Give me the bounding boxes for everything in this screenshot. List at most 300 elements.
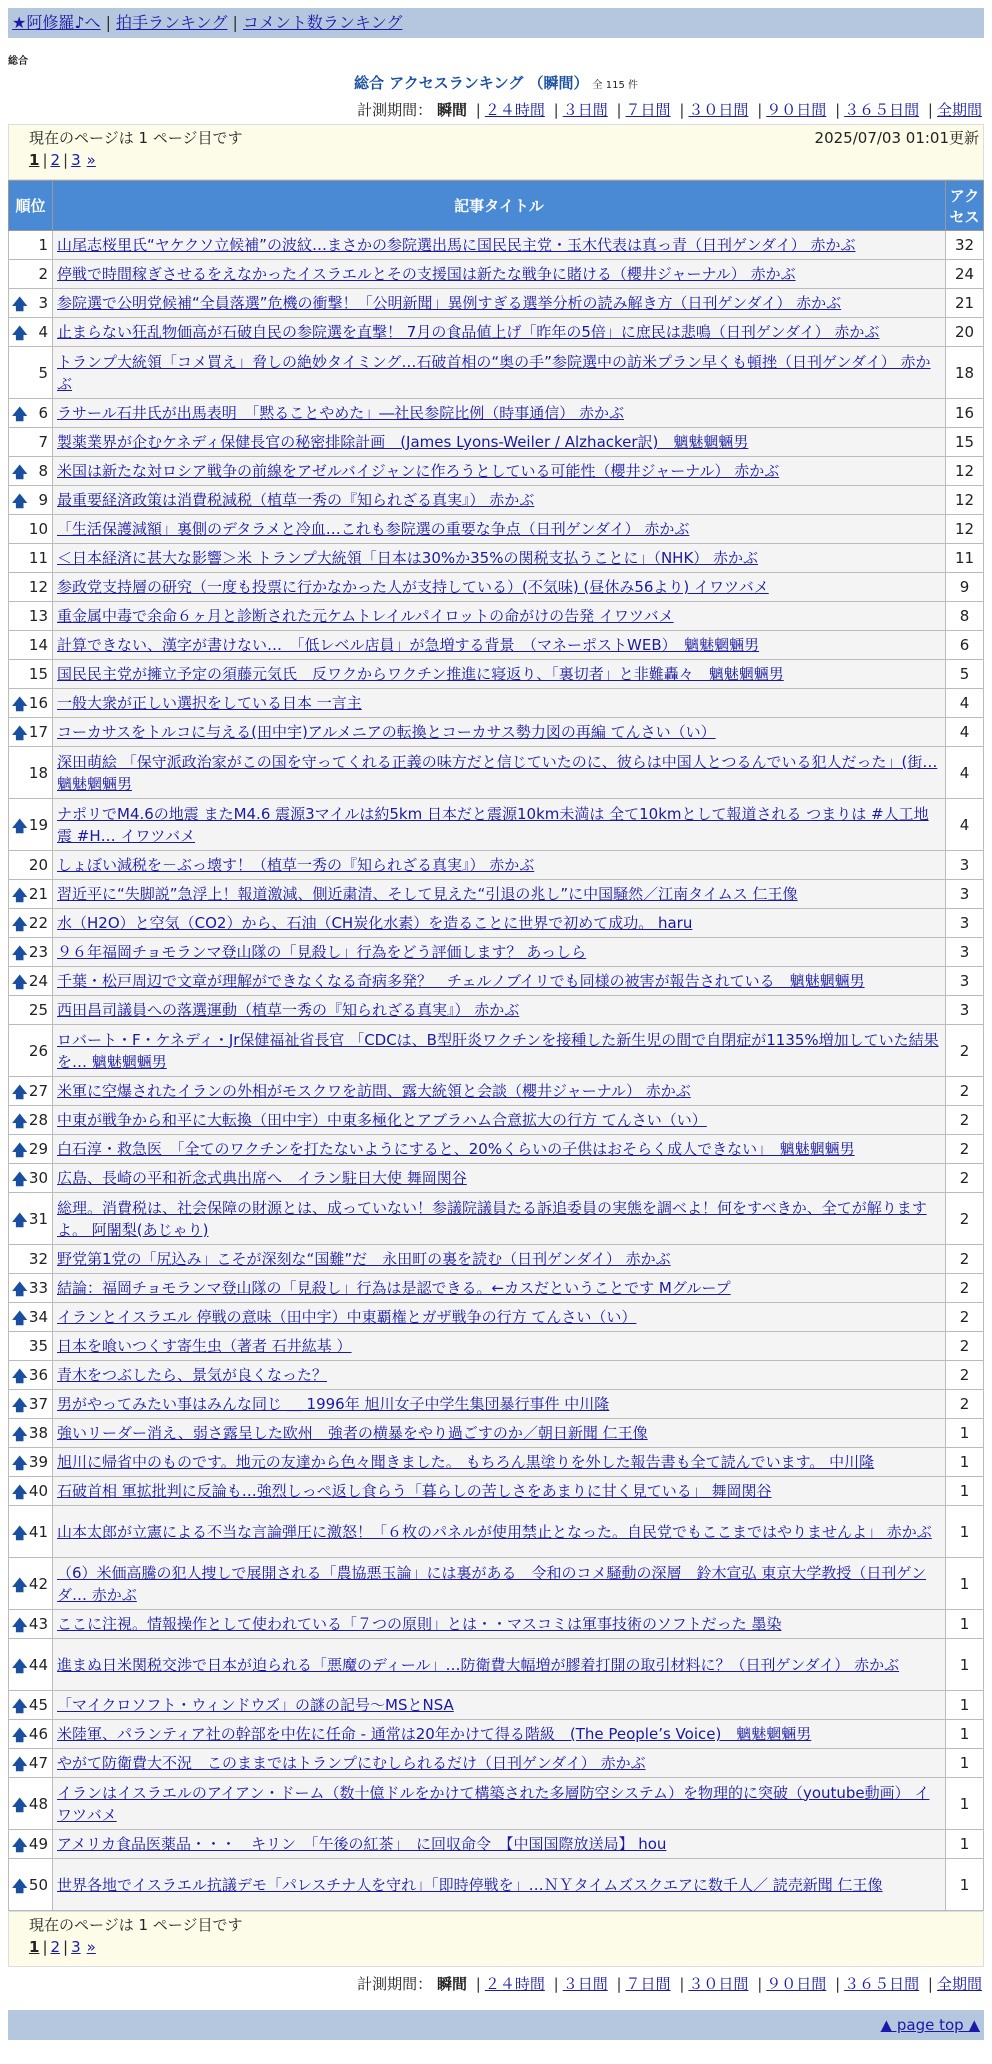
article-link[interactable]: やがて防衛費大不況 このままではトランプにむしられるだけ（日刊ゲンダイ） 赤かぶ bbox=[57, 1754, 646, 1772]
article-link[interactable]: 米国は新たな対ロシア戦争の前線をアゼルバイジャンに作ろうとしている可能性（櫻井ジャーナル） 赤かぶ bbox=[57, 462, 780, 480]
access-count: 1 bbox=[946, 1749, 984, 1778]
rank-number: 24 bbox=[28, 972, 48, 990]
table-row bbox=[9, 1245, 984, 1274]
article-link[interactable]: 米軍に空爆されたイランの外相がモスクワを訪問、露大統領と会談（櫻井ジャーナル） 赤かぶ bbox=[57, 1082, 691, 1100]
rank-up-arrow-icon: 🡅 bbox=[12, 695, 28, 713]
rank-up-arrow-icon: 🡅 bbox=[12, 1523, 28, 1542]
access-count: 1 bbox=[946, 1506, 984, 1558]
rank-cell bbox=[9, 1778, 53, 1830]
rank-number: 4 bbox=[38, 323, 48, 341]
period-selector-bottom: 計測期間： 瞬間 | ２４時間 | ３日間 | ７日間 | ３０日間 | ９０日間 | ３６５日間 | 全期間 bbox=[357, 1975, 982, 1993]
table-row bbox=[9, 318, 984, 347]
rank-up-arrow-icon: 🡅 bbox=[12, 1755, 28, 1773]
article-link[interactable]: 習近平に“失脚説”急浮上！報道激減、側近粛清、そして見えた“引退の兆し”に中国騒然／江南タイムス 仁王像 bbox=[57, 885, 798, 903]
rank-up-arrow-icon: 🡅 bbox=[12, 1454, 28, 1472]
access-count: 2 bbox=[946, 1332, 984, 1361]
access-count: 1 bbox=[946, 1448, 984, 1477]
home-link[interactable]: ★阿修羅♪へ bbox=[12, 13, 101, 32]
table-row bbox=[9, 399, 984, 428]
rank-number: 34 bbox=[28, 1308, 48, 1326]
rank-number: 35 bbox=[28, 1337, 48, 1355]
access-count: 1 bbox=[946, 1778, 984, 1830]
total-count: 全 115 件 bbox=[592, 80, 638, 91]
table-row bbox=[9, 1193, 984, 1245]
pager-bottom bbox=[8, 1911, 984, 1967]
rank-up-arrow-icon: 🡅 bbox=[12, 944, 28, 962]
page-status: 現在のページは 1 ページ目です bbox=[29, 129, 243, 147]
article-link[interactable]: 国民民主党が擁立予定の須藤元気氏 反ワクからワクチン推進に寝返り、「裏切者」と非難轟々 魑魅魍魎男 bbox=[57, 665, 784, 683]
footer-bar bbox=[8, 2010, 984, 2040]
article-link[interactable]: 「生活保護減額」裏側のデタラメと冷血…これも参院選の重要な争点（日刊ゲンダイ） 赤かぶ bbox=[57, 520, 690, 538]
rank-number: 38 bbox=[28, 1424, 48, 1442]
table-row bbox=[9, 1025, 984, 1077]
title-cell bbox=[53, 1610, 946, 1639]
access-count: 18 bbox=[946, 347, 984, 399]
article-link[interactable]: 山尾志桜里氏“ヤケクソ立候補”の波紋…まさかの参院選出馬に国民民主党・玉木代表は真っ青（日刊ゲンダイ） 赤かぶ bbox=[57, 236, 856, 254]
title-cell bbox=[53, 1390, 946, 1419]
rank-number: 33 bbox=[28, 1279, 48, 1297]
updated-date: 2025/07/03 01:01更新 bbox=[814, 129, 979, 147]
page-top-link[interactable]: ▲ page top ▲ bbox=[880, 2016, 980, 2034]
title-cell bbox=[53, 1025, 946, 1077]
title-cell bbox=[53, 909, 946, 938]
table-row bbox=[9, 1859, 984, 1911]
rank-up-arrow-icon: 🡅 bbox=[12, 915, 28, 933]
rank-number: 45 bbox=[28, 1696, 48, 1714]
rank-number: 44 bbox=[28, 1655, 48, 1674]
period-3d[interactable]: ３日間 bbox=[562, 101, 608, 119]
article-link[interactable]: トランプ大統領「コメ買え」脅しの絶妙タイミング…石破首相の“奥の手”参院選中の訪米プラン早くも頓挫（日刊ゲンダイ） 赤かぶ bbox=[57, 352, 931, 393]
top-nav: ★阿修羅♪へ | 拍手ランキング | コメント数ランキング bbox=[8, 8, 984, 38]
article-link[interactable]: 参院選で公明党候補“全員落選”危機の衝撃！「公明新聞」異例すぎる選挙分析の読み解き方（日刊ゲンダイ） 赤かぶ bbox=[57, 294, 842, 312]
rank-cell bbox=[9, 1077, 53, 1106]
rank-number: 39 bbox=[28, 1453, 48, 1471]
table-row bbox=[9, 1448, 984, 1477]
title-cell bbox=[53, 1691, 946, 1720]
period-90d[interactable]: ９０日間 bbox=[766, 101, 827, 119]
access-count: 21 bbox=[946, 289, 984, 318]
rank-number: 21 bbox=[28, 885, 48, 903]
access-count: 2 bbox=[946, 1245, 984, 1274]
access-count: 2 bbox=[946, 1361, 984, 1390]
table-row bbox=[9, 486, 984, 515]
rank-up-arrow-icon: 🡅 bbox=[12, 1141, 28, 1159]
rank-number: 9 bbox=[38, 491, 48, 509]
access-count: 4 bbox=[946, 799, 984, 851]
rank-cell bbox=[9, 1390, 53, 1419]
article-link[interactable]: 中東が戦争から和平に大転換（田中宇）中東多極化とアブラハム合意拡大の行方 てんさい（い） bbox=[57, 1111, 707, 1129]
article-link[interactable]: イランはイスラエルのアイアン・ドーム（数十億ドルをかけて構築された多層防空システム）を物理的に突破（youtube動画） イワツバメ bbox=[57, 1783, 930, 1824]
article-link[interactable]: 強いリーダー消え、弱さ露呈した欧州 強者の横暴をやり過ごすのか／朝日新聞 仁王像 bbox=[57, 1424, 648, 1442]
title-cell bbox=[53, 851, 946, 880]
title-cell bbox=[53, 1830, 946, 1859]
rank-number: 22 bbox=[28, 914, 48, 932]
article-link[interactable]: しょぼい減税を－ぶっ壊す！（植草一秀の『知られざる真実』） 赤かぶ bbox=[57, 856, 535, 874]
period-365d-bottom[interactable]: ３６５日間 bbox=[844, 1975, 920, 1993]
title-cell bbox=[53, 289, 946, 318]
article-link[interactable]: 止まらない狂乱物価高が石破自民の参院選を直撃！ 7月の食品値上げ「昨年の5倍」に庶民は悲鳴（日刊ゲンダイ） 赤かぶ bbox=[57, 323, 880, 341]
page-links: 1 | 2 | 3 » bbox=[29, 151, 96, 169]
article-link[interactable]: ９６年福岡チョモランマ登山隊の「見殺し」行為をどう評価します？ あっしら bbox=[57, 943, 587, 961]
title-cell bbox=[53, 996, 946, 1025]
article-link[interactable]: 日本を喰いつくす寄生虫（著者 石井紘基 ） bbox=[57, 1337, 352, 1355]
access-count: 11 bbox=[946, 544, 984, 573]
article-link[interactable]: 深田萌絵 「保守派政治家がこの国を守ってくれる正義の味方だと信じていたのに、彼らは中国人とつるんでいる犯人だった」(街… 魑魅魍魎男 bbox=[57, 752, 938, 793]
rank-cell bbox=[9, 718, 53, 747]
access-count: 2 bbox=[946, 1164, 984, 1193]
title-cell bbox=[53, 602, 946, 631]
title-cell bbox=[53, 1419, 946, 1448]
access-count: 16 bbox=[946, 399, 984, 428]
table-row bbox=[9, 996, 984, 1025]
title-cell bbox=[53, 1361, 946, 1390]
table-row bbox=[9, 1419, 984, 1448]
comment-ranking-link[interactable]: コメント数ランキング bbox=[242, 13, 403, 32]
rank-cell bbox=[9, 631, 53, 660]
access-count: 1 bbox=[946, 1830, 984, 1859]
page-links-bottom: 1 | 2 | 3 » bbox=[29, 1938, 96, 1956]
rank-number: 40 bbox=[28, 1482, 48, 1500]
rank-number: 12 bbox=[28, 578, 48, 596]
period-current: 瞬間 bbox=[436, 101, 467, 119]
article-link[interactable]: ここに注視。情報操作として使われている「７つの原則」とは・・マスコミは軍事技術のソフトだった 墨染 bbox=[57, 1615, 782, 1633]
article-link[interactable]: ナポリでM4.6の地震 またM4.6 震源3マイルは約5km 日本だと震源10km未満は 全て10kmとして報道される つまりは #人工地震 #H… イワツバメ bbox=[57, 804, 929, 845]
title-cell bbox=[53, 544, 946, 573]
rank-cell bbox=[9, 602, 53, 631]
rank-up-arrow-icon: 🡅 bbox=[12, 886, 28, 904]
next-page-link[interactable]: » bbox=[86, 151, 96, 169]
rank-number: 27 bbox=[28, 1082, 48, 1100]
section-label: 総合 bbox=[8, 56, 28, 67]
rank-cell bbox=[9, 1193, 53, 1245]
period-90d-bottom[interactable]: ９０日間 bbox=[766, 1975, 827, 1993]
table-row bbox=[9, 718, 984, 747]
table-row bbox=[9, 747, 984, 799]
rank-cell bbox=[9, 747, 53, 799]
rank-up-arrow-icon: 🡅 bbox=[12, 1795, 28, 1814]
title-cell bbox=[53, 689, 946, 718]
period-7d[interactable]: ７日間 bbox=[625, 101, 671, 119]
table-row bbox=[9, 1506, 984, 1558]
rank-up-arrow-icon: 🡅 bbox=[12, 724, 28, 742]
rank-number: 17 bbox=[28, 723, 48, 741]
rank-cell bbox=[9, 880, 53, 909]
rank-cell bbox=[9, 515, 53, 544]
article-link[interactable]: 青木をつぶしたら、景気が良くなった？ bbox=[57, 1366, 328, 1384]
rank-cell bbox=[9, 660, 53, 689]
page-title bbox=[0, 72, 992, 93]
access-count: 2 bbox=[946, 1303, 984, 1332]
access-count: 12 bbox=[946, 486, 984, 515]
rank-cell bbox=[9, 851, 53, 880]
title-cell bbox=[53, 938, 946, 967]
rank-number: 3 bbox=[38, 294, 48, 312]
title-cell bbox=[53, 1448, 946, 1477]
rank-number: 29 bbox=[28, 1140, 48, 1158]
rank-number: 28 bbox=[28, 1111, 48, 1129]
access-count: 1 bbox=[946, 1419, 984, 1448]
rank-number: 5 bbox=[38, 363, 48, 382]
article-link[interactable]: 進まぬ日米関税交渉で日本が迫られる「悪魔のディール」…防衛費大幅増が膠着打開の取引材料に？（日刊ゲンダイ） 赤かぶ bbox=[57, 1655, 900, 1674]
article-link[interactable]: 計算できない、漢字が書けない… 「低レベル店員」が急増する背景 （マネーポストWEB） 魑魅魍魎男 bbox=[57, 636, 760, 654]
title-cell bbox=[53, 486, 946, 515]
header-access: アクセス bbox=[946, 181, 984, 231]
article-link[interactable]: 参政党支持層の研究（一度も投票に行かなかった人が支持している）(不気味) (昼休み56より) イワツバメ bbox=[57, 578, 769, 596]
rank-cell bbox=[9, 799, 53, 851]
title-cell bbox=[53, 1859, 946, 1911]
page-2-link[interactable]: 2 bbox=[50, 151, 61, 169]
rank-number: 30 bbox=[28, 1169, 48, 1187]
title-cell bbox=[53, 967, 946, 996]
access-count: 24 bbox=[946, 260, 984, 289]
article-link[interactable]: 製薬業界が企むケネディ保健長官の秘密排除計画 (James Lyons-Weiler / Alzhacker訳) 魑魅魍魎男 bbox=[57, 433, 749, 451]
article-link[interactable]: ロバート・F・ケネディ・Jr保健福祉省長官 「CDCは、B型肝炎ワクチンを接種した新生児の間で自閉症が1135%増加していた結果を… 魑魅魍魎男 bbox=[57, 1030, 939, 1071]
rank-up-arrow-icon: 🡅 bbox=[12, 1112, 28, 1130]
rank-number: 25 bbox=[28, 1001, 48, 1019]
rank-number: 14 bbox=[28, 636, 48, 654]
period-24h[interactable]: ２４時間 bbox=[484, 101, 545, 119]
rank-cell bbox=[9, 486, 53, 515]
title-cell bbox=[53, 573, 946, 602]
article-link[interactable]: 最重要経済政策は消費税減税（植草一秀の『知られざる真実』） 赤かぶ bbox=[57, 491, 535, 509]
page-2-link-bottom[interactable]: 2 bbox=[50, 1938, 61, 1956]
rank-number: 48 bbox=[28, 1794, 48, 1813]
rank-up-arrow-icon: 🡅 bbox=[12, 1367, 28, 1385]
table-row bbox=[9, 1778, 984, 1830]
clap-ranking-link[interactable]: 拍手ランキング bbox=[115, 13, 228, 32]
table-row bbox=[9, 347, 984, 399]
table-row bbox=[9, 1720, 984, 1749]
rank-cell bbox=[9, 1639, 53, 1691]
rank-number: 31 bbox=[28, 1209, 48, 1228]
table-row bbox=[9, 799, 984, 851]
period-24h-bottom[interactable]: ２４時間 bbox=[484, 1975, 545, 1993]
access-count: 3 bbox=[946, 996, 984, 1025]
rank-cell bbox=[9, 1859, 53, 1911]
access-count: 9 bbox=[946, 573, 984, 602]
table-row bbox=[9, 851, 984, 880]
rank-number: 19 bbox=[28, 815, 48, 834]
title-cell bbox=[53, 347, 946, 399]
rank-cell bbox=[9, 573, 53, 602]
period-30d-bottom[interactable]: ３０日間 bbox=[688, 1975, 749, 1993]
table-row bbox=[9, 1749, 984, 1778]
rank-cell bbox=[9, 1164, 53, 1193]
rank-cell bbox=[9, 1419, 53, 1448]
access-count: 1 bbox=[946, 1558, 984, 1610]
article-link[interactable]: 一般大衆が正しい選択をしている日本 一言主 bbox=[57, 694, 362, 712]
rank-cell bbox=[9, 996, 53, 1025]
rank-cell bbox=[9, 1332, 53, 1361]
article-link[interactable]: 「マイクロソフト・ウィンドウズ」の謎の記号～MSとNSA bbox=[57, 1696, 454, 1714]
rank-up-arrow-icon: 🡅 bbox=[12, 1483, 28, 1501]
rank-up-arrow-icon: 🡅 bbox=[12, 816, 28, 835]
access-count: 2 bbox=[946, 1077, 984, 1106]
rank-up-arrow-icon: 🡅 bbox=[12, 1697, 28, 1715]
access-count: 4 bbox=[946, 747, 984, 799]
rank-cell bbox=[9, 1135, 53, 1164]
table-row bbox=[9, 289, 984, 318]
page-3-link[interactable]: 3 bbox=[71, 151, 81, 169]
rank-number: 8 bbox=[38, 462, 48, 480]
access-count: 3 bbox=[946, 851, 984, 880]
table-row bbox=[9, 938, 984, 967]
table-row bbox=[9, 880, 984, 909]
article-link[interactable]: 結論：福岡チョモランマ登山隊の「見殺し」行為は是認できる。←カスだということです Mグループ bbox=[57, 1279, 731, 1297]
article-link[interactable]: ＜日本経済に甚大な影響＞米 トランプ大統領「日本は30%か35%の関税支払うことに」（NHK） 赤かぶ bbox=[57, 549, 759, 567]
rank-up-arrow-icon: 🡅 bbox=[12, 405, 28, 423]
rank-number: 1 bbox=[38, 236, 48, 254]
table-row bbox=[9, 1558, 984, 1610]
rank-up-arrow-icon: 🡅 bbox=[12, 1425, 28, 1443]
access-count: 4 bbox=[946, 718, 984, 747]
rank-up-arrow-icon: 🡅 bbox=[12, 1396, 28, 1414]
access-count: 15 bbox=[946, 428, 984, 457]
access-count: 2 bbox=[946, 1025, 984, 1077]
article-link[interactable]: コーカサスをトルコに与える(田中宇)アルメニアの転換とコーカサス勢力図の再編 てんさい（い） bbox=[57, 723, 716, 741]
access-count: 1 bbox=[946, 1720, 984, 1749]
article-link[interactable]: 米陸軍、パランティア社の幹部を中佐に任命 - 通常は20年かけて得る階級 (The People’s Voice) 魑魅魍魎男 bbox=[57, 1725, 812, 1743]
title-cell bbox=[53, 1749, 946, 1778]
article-link[interactable]: 男がやってみたい事はみんな同じ ＿ 1996年 旭川女子中学生集団暴行事件 中川隆 bbox=[57, 1395, 610, 1413]
rank-up-arrow-icon: 🡅 bbox=[12, 1280, 28, 1298]
rank-number: 37 bbox=[28, 1395, 48, 1413]
header-title: 記事タイトル bbox=[53, 181, 946, 231]
title-cell bbox=[53, 747, 946, 799]
period-365d[interactable]: ３６５日間 bbox=[844, 101, 920, 119]
rank-cell bbox=[9, 1448, 53, 1477]
rank-number: 11 bbox=[28, 549, 48, 567]
rank-cell bbox=[9, 1720, 53, 1749]
table-row bbox=[9, 1135, 984, 1164]
title-cell bbox=[53, 428, 946, 457]
article-link[interactable]: イランとイスラエル 停戦の意味（田中宇）中東覇権とガザ戦争の行方 てんさい（い） bbox=[57, 1308, 637, 1326]
access-count: 32 bbox=[946, 231, 984, 260]
rank-cell bbox=[9, 289, 53, 318]
table-row bbox=[9, 1610, 984, 1639]
title-cell bbox=[53, 1106, 946, 1135]
rank-cell bbox=[9, 1691, 53, 1720]
table-row bbox=[9, 1830, 984, 1859]
rank-number: 13 bbox=[28, 607, 48, 625]
page-title-text: 総合 アクセスランキング （瞬間） bbox=[354, 74, 589, 92]
pager-top bbox=[8, 124, 984, 180]
article-link[interactable]: 世界各地でイスラエル抗議デモ「パレスチナ人を守れ」「即時停戦を」…ＮＹタイムズスクエアに数千人／ 読売新聞 仁王像 bbox=[57, 1875, 883, 1894]
period-7d-bottom[interactable]: ７日間 bbox=[625, 1975, 671, 1993]
rank-number: 23 bbox=[28, 943, 48, 961]
table-row bbox=[9, 231, 984, 260]
article-link[interactable]: （6）米価高騰の犯人捜しで展開される「農協悪玉論」には裏がある 令和のコメ騒動の深層 鈴木宣弘 東京大学教授（日刊ゲンダ… 赤かぶ bbox=[57, 1563, 927, 1604]
table-row bbox=[9, 1639, 984, 1691]
title-cell bbox=[53, 399, 946, 428]
period-30d[interactable]: ３０日間 bbox=[688, 101, 749, 119]
period-all-bottom[interactable]: 全期間 bbox=[936, 1975, 982, 1993]
article-link[interactable]: 西田昌司議員への落選運動（植草一秀の『知られざる真実』） 赤かぶ bbox=[57, 1001, 520, 1019]
access-count: 8 bbox=[946, 602, 984, 631]
access-count: 4 bbox=[946, 689, 984, 718]
rank-cell bbox=[9, 318, 53, 347]
access-count: 1 bbox=[946, 1477, 984, 1506]
article-link[interactable]: 重金属中毒で余命６ヶ月と診断された元ケムトレイルパイロットの命がけの告発 イワツバメ bbox=[57, 607, 674, 625]
article-link[interactable]: 総理。消費税は、社会保障の財源とは、成っていない！参議院議員たる訴追委員の実態を調べよ！何をすべきか、全てが解りますよ。 阿闍梨(あじゃり) bbox=[57, 1198, 927, 1239]
rank-number: 43 bbox=[28, 1615, 48, 1633]
article-link[interactable]: ラサール石井氏が出馬表明 「黙ることやめた」―社民参院比例（時事通信） 赤かぶ bbox=[57, 404, 624, 422]
article-link[interactable]: 石破首相 軍拡批判に反論も…強烈しっぺ返し食らう「暮らしの苦しさをあまりに甘く見ている」 舞岡関谷 bbox=[57, 1482, 772, 1500]
title-cell bbox=[53, 1245, 946, 1274]
period-selector: 計測期間： 瞬間 | ２４時間 | ３日間 | ７日間 | ３０日間 | ９０日間 | ３６５日間 | 全期間 bbox=[357, 101, 982, 119]
table-row bbox=[9, 1332, 984, 1361]
rank-cell bbox=[9, 347, 53, 399]
page-current: 1 bbox=[29, 151, 40, 169]
next-page-link-bottom[interactable]: » bbox=[86, 1938, 96, 1956]
access-count: 3 bbox=[946, 880, 984, 909]
table-row bbox=[9, 967, 984, 996]
table-row bbox=[9, 515, 984, 544]
access-count: 2 bbox=[946, 1390, 984, 1419]
page-3-link-bottom[interactable]: 3 bbox=[71, 1938, 81, 1956]
rank-number: 26 bbox=[28, 1041, 48, 1060]
article-link[interactable]: 千葉・松戸周辺で文章が理解ができなくなる奇病多発？ チェルノブイリでも同様の被害が報告されている 魑魅魍魎男 bbox=[57, 972, 865, 990]
rank-number: 15 bbox=[28, 665, 48, 683]
article-link[interactable]: 広島、長崎の平和祈念式典出席へ イラン駐日大使 舞岡関谷 bbox=[57, 1169, 467, 1187]
table-row bbox=[9, 689, 984, 718]
rank-cell bbox=[9, 260, 53, 289]
article-link[interactable]: 水（H2O）と空気（CO2）から、石油（CH炭化水素）を造ることに世界で初めて成功。 haru bbox=[57, 914, 693, 932]
access-count: 2 bbox=[946, 1135, 984, 1164]
rank-number: 7 bbox=[38, 433, 48, 451]
rank-number: 42 bbox=[28, 1574, 48, 1593]
article-link[interactable]: アメリカ食品医薬品・・・ キリン 「午後の紅茶」 に回収命令 【中国国際放送局】 hou bbox=[57, 1835, 667, 1853]
access-count: 1 bbox=[946, 1691, 984, 1720]
rank-number: 16 bbox=[28, 694, 48, 712]
access-count: 2 bbox=[946, 1274, 984, 1303]
period-all[interactable]: 全期間 bbox=[936, 101, 982, 119]
period-current-bottom: 瞬間 bbox=[436, 1975, 467, 1993]
article-link[interactable]: 白石淳・救急医 「全てのワクチンを打たないようにすると、20%くらいの子供はおそらく成人できない」 魑魅魍魎男 bbox=[57, 1140, 855, 1158]
title-cell bbox=[53, 1778, 946, 1830]
title-cell bbox=[53, 231, 946, 260]
rank-up-arrow-icon: 🡅 bbox=[12, 1616, 28, 1634]
period-label: 計測期間： bbox=[357, 101, 433, 119]
title-cell bbox=[53, 1558, 946, 1610]
header-rank: 順位 bbox=[9, 181, 53, 231]
title-cell bbox=[53, 1639, 946, 1691]
rank-cell bbox=[9, 1610, 53, 1639]
table-row bbox=[9, 1691, 984, 1720]
title-cell bbox=[53, 1164, 946, 1193]
rank-up-arrow-icon: 🡅 bbox=[12, 463, 28, 481]
rank-up-arrow-icon: 🡅 bbox=[12, 1309, 28, 1327]
access-count: 2 bbox=[946, 1193, 984, 1245]
title-cell bbox=[53, 631, 946, 660]
rank-up-arrow-icon: 🡅 bbox=[12, 1876, 28, 1895]
table-row bbox=[9, 1390, 984, 1419]
article-link[interactable]: 旭川に帰省中のものです。地元の友達から色々聞きました。 もちろん黒塗りを外した報告書も全て読んでいます。 中川隆 bbox=[57, 1453, 875, 1471]
article-link[interactable]: 山本太郎が立憲による不当な言論弾圧に激怒！「６枚のパネルが使用禁止となった。自民党でもここまではやりませんよ」 赤かぶ bbox=[57, 1522, 932, 1541]
article-link[interactable]: 野党第1党の「尻込み」こそが深刻な“国難”だ 永田町の裏を読む（日刊ゲンダイ） 赤かぶ bbox=[57, 1250, 671, 1268]
period-3d-bottom[interactable]: ３日間 bbox=[562, 1975, 608, 1993]
title-cell bbox=[53, 880, 946, 909]
rank-cell bbox=[9, 1830, 53, 1859]
title-cell bbox=[53, 1720, 946, 1749]
table-row bbox=[9, 1077, 984, 1106]
page-current-bottom: 1 bbox=[29, 1938, 40, 1956]
article-link[interactable]: 停戦で時間稼ぎさせるをえなかったイスラエルとその支援国は新たな戦争に賭ける（櫻井ジャーナル） 赤かぶ bbox=[57, 265, 796, 283]
rank-up-arrow-icon: 🡅 bbox=[12, 1656, 28, 1675]
title-cell bbox=[53, 1303, 946, 1332]
rank-cell bbox=[9, 457, 53, 486]
access-count: 3 bbox=[946, 938, 984, 967]
